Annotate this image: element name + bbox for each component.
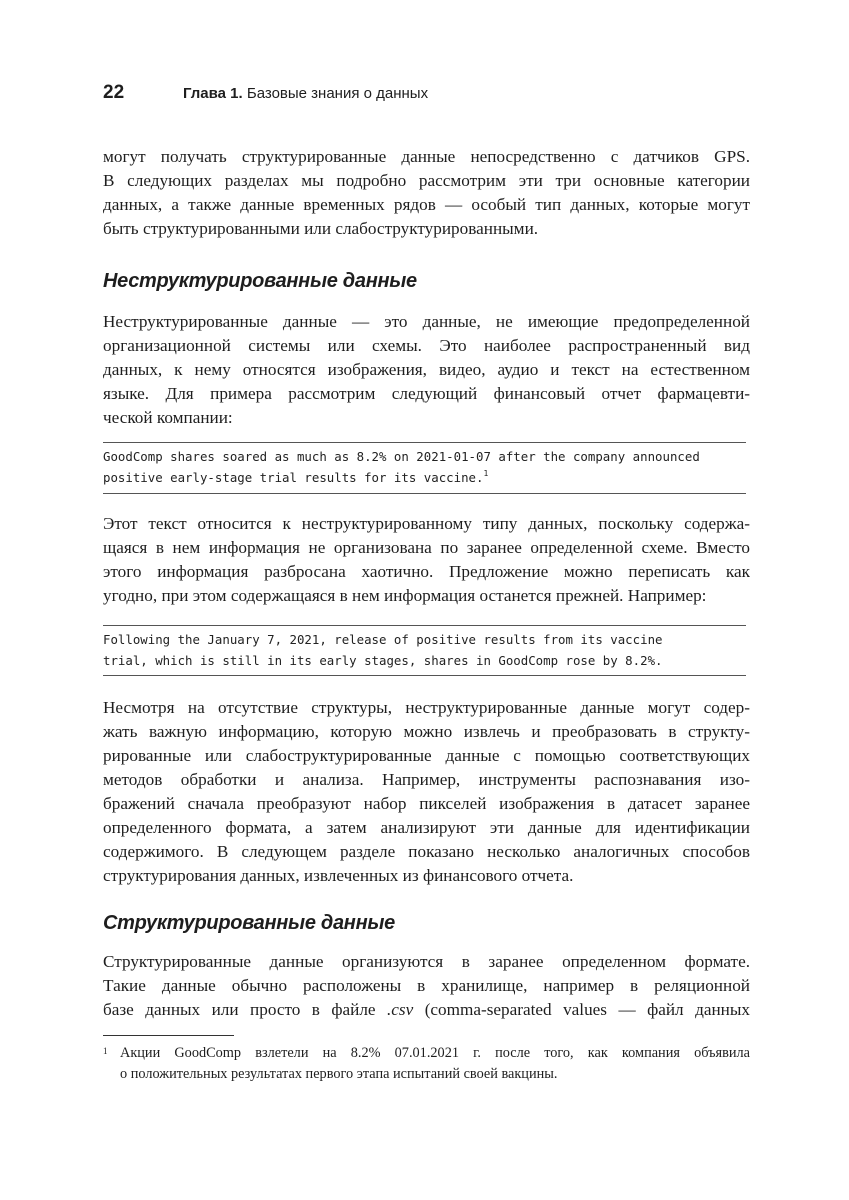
chapter-label: Глава 1.	[183, 85, 243, 102]
text-line: рированные или слабоструктурированные данные с помощью соответствующих	[103, 746, 750, 765]
text-line: этого информация разбросана хаотично. Предложение можно переписать как	[103, 562, 750, 581]
chapter-title: Базовые знания о данных	[246, 85, 429, 102]
chapter-heading	[183, 85, 428, 102]
text-fragment: базе данных или просто в файле	[103, 1000, 387, 1019]
footnote-divider	[103, 1035, 234, 1036]
text-line: щаяся в нем информация не организована по заранее определенной схеме. Вместо	[103, 538, 750, 557]
running-head	[103, 82, 753, 106]
section-heading-structured: Структурированные данные	[103, 912, 395, 934]
page-number: 22	[103, 82, 125, 103]
text-line: бражений сначала преобразуют набор пикселей изображения в датасет заранее	[103, 794, 750, 813]
text-line: Неструктурированные данные — это данные, не имеющие предопределенной	[103, 312, 750, 331]
text-line: данных, к нему относятся изображения, видео, аудио и текст на естественном	[103, 360, 750, 379]
unstructured-paragraph-2	[103, 512, 750, 608]
intro-paragraph	[103, 145, 750, 241]
text-line: Структурированные данные организуются в заранее определенном формате.	[103, 952, 750, 971]
footnote-mark: 1	[103, 1046, 108, 1056]
structured-paragraph-1	[103, 950, 750, 1022]
code-line: GoodComp shares soared as much as 8.2% on 2021-01-07 after the company announced	[103, 449, 700, 464]
code-line-text: positive early-stage trial results for its vaccine.	[103, 470, 484, 485]
footnote	[103, 1043, 750, 1085]
text-line: Такие данные обычно расположены в хранилище, например в реляционной	[103, 976, 750, 995]
footnote-line: Акции GoodComp взлетели на 8.2% 07.01.2021 г. после того, как компания объявила	[120, 1045, 750, 1061]
text-line: данных, а также данные временных рядов — особый тип данных, которые могут	[103, 195, 750, 214]
text-line: методов обработки и анализа. Например, инструменты распознавания изо-	[103, 770, 750, 789]
code-example-1	[103, 442, 746, 494]
code-line	[103, 467, 746, 488]
text-line: содержимого. В следующем разделе показано несколько аналогичных способов	[103, 842, 750, 861]
text-line: быть структурированными или слабоструктурированными.	[103, 219, 539, 238]
code-line: trial, which is still in its early stages, shares in GoodComp rose by 8.2%.	[103, 653, 663, 668]
text-line: угодно, при этом содержащаяся в нем информация останется прежней. Например:	[103, 586, 707, 605]
file-extension: .csv	[387, 1000, 414, 1019]
text-line: определенного формата, а затем анализируют эти данные для идентификации	[103, 818, 750, 837]
text-line: организационной системы или схемы. Это наиболее распространенный вид	[103, 336, 750, 355]
text-line: могут получать структурированные данные непосредственно с датчиков GPS.	[103, 147, 750, 166]
text-line: жать важную информацию, которую можно извлечь и преобразовать в структу-	[103, 722, 750, 741]
footnote-reference: 1	[483, 469, 489, 478]
text-line: структурирования данных, извлеченных из финансового отчета.	[103, 866, 574, 885]
code-example-2	[103, 625, 746, 676]
text-fragment: (comma-separated values — файл данных	[413, 1000, 750, 1019]
text-line: ческой компании:	[103, 408, 233, 427]
unstructured-paragraph-3	[103, 696, 750, 888]
section-heading-unstructured: Неструктурированные данные	[103, 270, 417, 292]
footnote-line: о положительных результатах первого этапа испытаний своей вакцины.	[120, 1066, 558, 1082]
code-line: Following the January 7, 2021, release of positive results from its vaccine	[103, 632, 663, 647]
unstructured-paragraph-1	[103, 310, 750, 430]
text-line: В следующих разделах мы подробно рассмотрим эти три основные категории	[103, 171, 750, 190]
text-line: Несмотря на отсутствие структуры, неструктурированные данные могут содер-	[103, 698, 750, 717]
text-line: Этот текст относится к неструктурированному типу данных, поскольку содержа-	[103, 514, 750, 533]
text-line	[103, 998, 750, 1022]
text-line: языке. Для примера рассмотрим следующий финансовый отчет фармацевти-	[103, 384, 750, 403]
